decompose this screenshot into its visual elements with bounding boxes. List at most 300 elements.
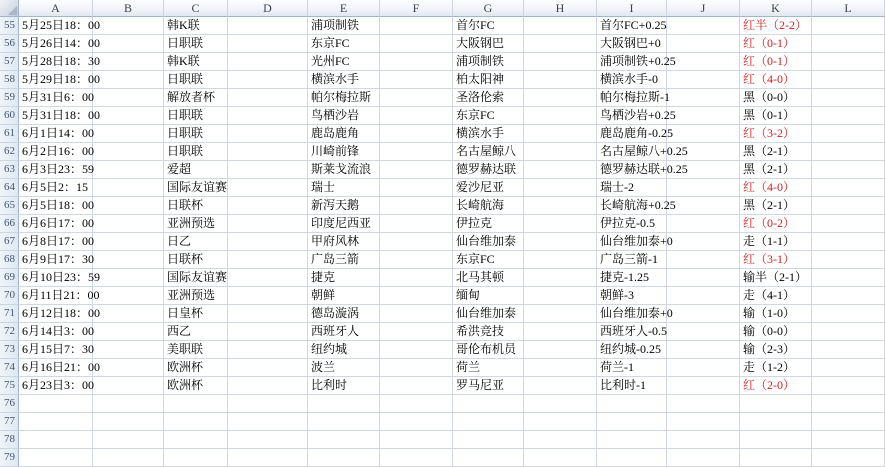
cell-E63[interactable] bbox=[308, 161, 380, 179]
cell-H[interactable] bbox=[524, 449, 597, 467]
cell-E70[interactable] bbox=[308, 287, 380, 305]
cell-D67[interactable] bbox=[228, 233, 308, 251]
cell-D70[interactable] bbox=[228, 287, 308, 305]
row-header[interactable]: 79 bbox=[0, 449, 19, 467]
cell-I70[interactable] bbox=[597, 287, 667, 305]
cell-K62[interactable] bbox=[740, 143, 812, 161]
cell-C73[interactable] bbox=[164, 341, 228, 359]
cell-F[interactable] bbox=[380, 431, 453, 449]
cell-K66[interactable] bbox=[740, 215, 812, 233]
cell-A73[interactable] bbox=[19, 341, 93, 359]
cell-J58[interactable] bbox=[667, 71, 740, 89]
cell-K67[interactable] bbox=[740, 233, 812, 251]
cell-D66[interactable] bbox=[228, 215, 308, 233]
cell-B75[interactable] bbox=[93, 377, 164, 395]
cell-H[interactable] bbox=[524, 395, 597, 413]
cell-L61[interactable] bbox=[812, 125, 885, 143]
cell-A67[interactable] bbox=[19, 233, 93, 251]
cell-F73[interactable] bbox=[380, 341, 453, 359]
cell-H56[interactable] bbox=[524, 35, 597, 53]
cell-A65[interactable] bbox=[19, 197, 93, 215]
row-header[interactable]: 76 bbox=[0, 395, 19, 413]
cell-A55[interactable] bbox=[19, 17, 101, 35]
cell-F67[interactable] bbox=[380, 233, 453, 251]
cell-L59[interactable] bbox=[812, 89, 885, 107]
select-all-corner[interactable] bbox=[0, 0, 19, 17]
column-header-K[interactable]: K bbox=[740, 0, 812, 17]
cell-L64[interactable] bbox=[812, 179, 885, 197]
cell-K[interactable] bbox=[740, 449, 812, 467]
cell-K63[interactable] bbox=[740, 161, 812, 179]
cell-A71[interactable] bbox=[19, 305, 101, 323]
cell-B69[interactable] bbox=[93, 269, 164, 287]
cell-J[interactable] bbox=[667, 413, 740, 431]
cell-B61[interactable] bbox=[93, 125, 164, 143]
cell-A59[interactable] bbox=[19, 89, 93, 107]
column-header-A[interactable]: A bbox=[19, 0, 93, 17]
cell-I69[interactable] bbox=[597, 269, 667, 287]
cell-J57[interactable] bbox=[667, 53, 740, 71]
row-header[interactable]: 56 bbox=[0, 35, 19, 53]
cell-E55[interactable] bbox=[308, 17, 380, 35]
cell-C68[interactable] bbox=[164, 251, 228, 269]
cell-A61[interactable] bbox=[19, 125, 93, 143]
cell-K57[interactable] bbox=[740, 53, 812, 71]
cell-K70[interactable] bbox=[740, 287, 812, 305]
cell-L63[interactable] bbox=[812, 161, 885, 179]
cell-H[interactable] bbox=[524, 431, 597, 449]
cell-F[interactable] bbox=[380, 413, 453, 431]
cell-F[interactable] bbox=[380, 395, 453, 413]
cell-F60[interactable] bbox=[380, 107, 453, 125]
cell-K56[interactable] bbox=[740, 35, 812, 53]
cell-B73[interactable] bbox=[93, 341, 164, 359]
cell-J66[interactable] bbox=[667, 215, 740, 233]
cell-B[interactable] bbox=[93, 413, 164, 431]
cell-A66[interactable] bbox=[19, 215, 93, 233]
cell-G[interactable] bbox=[453, 395, 524, 413]
cell-A74[interactable] bbox=[19, 359, 101, 377]
cell-K75[interactable] bbox=[740, 377, 812, 395]
column-header-F[interactable]: F bbox=[380, 0, 453, 17]
cell-H69[interactable] bbox=[524, 269, 597, 287]
cell-I[interactable] bbox=[597, 449, 667, 467]
cell-L55[interactable] bbox=[812, 17, 885, 35]
cell-B66[interactable] bbox=[93, 215, 164, 233]
row-header[interactable]: 75 bbox=[0, 377, 19, 395]
cell-E68[interactable] bbox=[308, 251, 380, 269]
row-header[interactable]: 74 bbox=[0, 359, 19, 377]
cell-K[interactable] bbox=[740, 413, 812, 431]
cell-K61[interactable] bbox=[740, 125, 812, 143]
column-header-D[interactable]: D bbox=[228, 0, 308, 17]
cell-A72[interactable] bbox=[19, 323, 93, 341]
cell-I60[interactable] bbox=[597, 107, 676, 125]
cell-D63[interactable] bbox=[228, 161, 308, 179]
cell-H57[interactable] bbox=[524, 53, 597, 71]
cell-C58[interactable] bbox=[164, 71, 228, 89]
cell-H55[interactable] bbox=[524, 17, 597, 35]
cell-C65[interactable] bbox=[164, 197, 228, 215]
cell-J73[interactable] bbox=[667, 341, 740, 359]
cell-A64[interactable] bbox=[19, 179, 93, 197]
cell-J[interactable] bbox=[667, 395, 740, 413]
row-header[interactable]: 78 bbox=[0, 431, 19, 449]
row-header[interactable]: 60 bbox=[0, 107, 19, 125]
cell-F66[interactable] bbox=[380, 215, 453, 233]
cell-A69[interactable] bbox=[19, 269, 101, 287]
cell-G64[interactable] bbox=[453, 179, 524, 197]
cell-H59[interactable] bbox=[524, 89, 597, 107]
row-header[interactable]: 64 bbox=[0, 179, 19, 197]
cell-C60[interactable] bbox=[164, 107, 228, 125]
cell-G71[interactable] bbox=[453, 305, 524, 323]
cell-C61[interactable] bbox=[164, 125, 228, 143]
cell-I58[interactable] bbox=[597, 71, 667, 89]
cell-B72[interactable] bbox=[93, 323, 164, 341]
column-header-B[interactable]: B bbox=[93, 0, 164, 17]
cell-A[interactable] bbox=[19, 449, 93, 467]
cell-C75[interactable] bbox=[164, 377, 228, 395]
cell-H74[interactable] bbox=[524, 359, 597, 377]
cell-B55[interactable] bbox=[93, 17, 164, 35]
cell-B70[interactable] bbox=[93, 287, 164, 305]
cell-G70[interactable] bbox=[453, 287, 524, 305]
cell-K[interactable] bbox=[740, 431, 812, 449]
cell-A[interactable] bbox=[19, 431, 93, 449]
cell-K71[interactable] bbox=[740, 305, 812, 323]
cell-H[interactable] bbox=[524, 413, 597, 431]
row-header[interactable]: 67 bbox=[0, 233, 19, 251]
cell-I55[interactable] bbox=[597, 17, 667, 35]
column-header-H[interactable]: H bbox=[524, 0, 597, 17]
cell-L57[interactable] bbox=[812, 53, 885, 71]
cell-H63[interactable] bbox=[524, 161, 597, 179]
cell-B74[interactable] bbox=[93, 359, 164, 377]
cell-J69[interactable] bbox=[667, 269, 740, 287]
cell-E60[interactable] bbox=[308, 107, 380, 125]
row-header[interactable]: 73 bbox=[0, 341, 19, 359]
cell-H75[interactable] bbox=[524, 377, 597, 395]
cell-L56[interactable] bbox=[812, 35, 885, 53]
cell-F63[interactable] bbox=[380, 161, 453, 179]
cell-K60[interactable] bbox=[740, 107, 812, 125]
cell-F56[interactable] bbox=[380, 35, 453, 53]
row-header[interactable]: 59 bbox=[0, 89, 19, 107]
cell-I[interactable] bbox=[597, 395, 667, 413]
cell-L71[interactable] bbox=[812, 305, 885, 323]
row-header[interactable]: 55 bbox=[0, 17, 19, 35]
cell-E72[interactable] bbox=[308, 323, 380, 341]
cell-E69[interactable] bbox=[308, 269, 380, 287]
row-header[interactable]: 63 bbox=[0, 161, 19, 179]
cell-H67[interactable] bbox=[524, 233, 597, 251]
row-header[interactable]: 70 bbox=[0, 287, 19, 305]
cell-F55[interactable] bbox=[380, 17, 453, 35]
cell-C57[interactable] bbox=[164, 53, 228, 71]
cell-G72[interactable] bbox=[453, 323, 524, 341]
cell-I68[interactable] bbox=[597, 251, 667, 269]
cell-L60[interactable] bbox=[812, 107, 885, 125]
cell-F58[interactable] bbox=[380, 71, 453, 89]
cell-B68[interactable] bbox=[93, 251, 164, 269]
cell-D61[interactable] bbox=[228, 125, 308, 143]
cell-F[interactable] bbox=[380, 449, 453, 467]
cell-A58[interactable] bbox=[19, 71, 101, 89]
cell-D62[interactable] bbox=[228, 143, 308, 161]
cell-G66[interactable] bbox=[453, 215, 524, 233]
cell-E56[interactable] bbox=[308, 35, 380, 53]
cell-J[interactable] bbox=[667, 431, 740, 449]
cell-I71[interactable] bbox=[597, 305, 673, 323]
cell-L58[interactable] bbox=[812, 71, 885, 89]
cell-K69[interactable] bbox=[740, 269, 812, 287]
cell-C63[interactable] bbox=[164, 161, 228, 179]
cell-F61[interactable] bbox=[380, 125, 453, 143]
cell-H66[interactable] bbox=[524, 215, 597, 233]
cell-I75[interactable] bbox=[597, 377, 667, 395]
cell-L75[interactable] bbox=[812, 377, 885, 395]
cell-B58[interactable] bbox=[93, 71, 164, 89]
cell-G[interactable] bbox=[453, 413, 524, 431]
cell-L72[interactable] bbox=[812, 323, 885, 341]
cell-G74[interactable] bbox=[453, 359, 524, 377]
cell-K68[interactable] bbox=[740, 251, 812, 269]
column-header-C[interactable]: C bbox=[164, 0, 228, 17]
cell-I74[interactable] bbox=[597, 359, 667, 377]
cell-G68[interactable] bbox=[453, 251, 524, 269]
cell-B59[interactable] bbox=[93, 89, 164, 107]
cell-L74[interactable] bbox=[812, 359, 885, 377]
cell-K72[interactable] bbox=[740, 323, 812, 341]
cell-L67[interactable] bbox=[812, 233, 885, 251]
cell-F59[interactable] bbox=[380, 89, 453, 107]
cell-I[interactable] bbox=[597, 413, 667, 431]
cell-D75[interactable] bbox=[228, 377, 308, 395]
cell-L65[interactable] bbox=[812, 197, 885, 215]
cell-G61[interactable] bbox=[453, 125, 524, 143]
cell-F71[interactable] bbox=[380, 305, 453, 323]
cell-K58[interactable] bbox=[740, 71, 812, 89]
cell-L[interactable] bbox=[812, 431, 885, 449]
cell-E67[interactable] bbox=[308, 233, 380, 251]
cell-D[interactable] bbox=[228, 395, 308, 413]
cell-E[interactable] bbox=[308, 413, 380, 431]
cell-D69[interactable] bbox=[228, 269, 308, 287]
cell-D55[interactable] bbox=[228, 17, 308, 35]
row-header[interactable]: 68 bbox=[0, 251, 19, 269]
cell-C69[interactable] bbox=[164, 269, 228, 287]
cell-G57[interactable] bbox=[453, 53, 524, 71]
cell-J67[interactable] bbox=[667, 233, 740, 251]
cell-G73[interactable] bbox=[453, 341, 524, 359]
cell-B65[interactable] bbox=[93, 197, 164, 215]
cell-D[interactable] bbox=[228, 431, 308, 449]
cell-H60[interactable] bbox=[524, 107, 597, 125]
row-header[interactable]: 61 bbox=[0, 125, 19, 143]
cell-B[interactable] bbox=[93, 395, 164, 413]
cell-C64[interactable] bbox=[164, 179, 228, 197]
cell-H68[interactable] bbox=[524, 251, 597, 269]
cell-I66[interactable] bbox=[597, 215, 667, 233]
cell-B[interactable] bbox=[93, 431, 164, 449]
cell-F64[interactable] bbox=[380, 179, 453, 197]
row-header[interactable]: 58 bbox=[0, 71, 19, 89]
cell-B67[interactable] bbox=[93, 233, 164, 251]
cell-B64[interactable] bbox=[93, 179, 164, 197]
cell-J65[interactable] bbox=[667, 197, 740, 215]
cell-G55[interactable] bbox=[453, 17, 524, 35]
cell-H64[interactable] bbox=[524, 179, 597, 197]
cell-A57[interactable] bbox=[19, 53, 101, 71]
cell-F57[interactable] bbox=[380, 53, 453, 71]
cell-G60[interactable] bbox=[453, 107, 524, 125]
cell-A56[interactable] bbox=[19, 35, 101, 53]
cell-I65[interactable] bbox=[597, 197, 676, 215]
cell-F70[interactable] bbox=[380, 287, 453, 305]
cell-K55[interactable] bbox=[740, 17, 812, 35]
cell-C55[interactable] bbox=[164, 17, 228, 35]
cell-A60[interactable] bbox=[19, 107, 101, 125]
cell-E61[interactable] bbox=[308, 125, 380, 143]
cell-L69[interactable] bbox=[812, 269, 885, 287]
cell-G65[interactable] bbox=[453, 197, 524, 215]
cell-G75[interactable] bbox=[453, 377, 524, 395]
cell-E66[interactable] bbox=[308, 215, 380, 233]
cell-D68[interactable] bbox=[228, 251, 308, 269]
column-header-J[interactable]: J bbox=[667, 0, 740, 17]
cell-G62[interactable] bbox=[453, 143, 524, 161]
row-header[interactable]: 69 bbox=[0, 269, 19, 287]
cell-E57[interactable] bbox=[308, 53, 380, 71]
cell-J70[interactable] bbox=[667, 287, 740, 305]
cell-F75[interactable] bbox=[380, 377, 453, 395]
cell-K59[interactable] bbox=[740, 89, 812, 107]
cell-L62[interactable] bbox=[812, 143, 885, 161]
cell-B57[interactable] bbox=[93, 53, 164, 71]
cell-I56[interactable] bbox=[597, 35, 667, 53]
cell-K73[interactable] bbox=[740, 341, 812, 359]
cell-H73[interactable] bbox=[524, 341, 597, 359]
cell-G59[interactable] bbox=[453, 89, 524, 107]
cell-E74[interactable] bbox=[308, 359, 380, 377]
cell-C59[interactable] bbox=[164, 89, 228, 107]
column-header-I[interactable]: I bbox=[597, 0, 667, 17]
cell-I67[interactable] bbox=[597, 233, 673, 251]
cell-C72[interactable] bbox=[164, 323, 228, 341]
cell-E[interactable] bbox=[308, 431, 380, 449]
column-header-E[interactable]: E bbox=[308, 0, 380, 17]
cell-B[interactable] bbox=[93, 449, 164, 467]
cell-E58[interactable] bbox=[308, 71, 380, 89]
cell-E65[interactable] bbox=[308, 197, 380, 215]
cell-G[interactable] bbox=[453, 431, 524, 449]
cell-H71[interactable] bbox=[524, 305, 597, 323]
cell-D59[interactable] bbox=[228, 89, 308, 107]
cell-J61[interactable] bbox=[667, 125, 740, 143]
cell-I59[interactable] bbox=[597, 89, 670, 107]
cell-L[interactable] bbox=[812, 413, 885, 431]
cell-L68[interactable] bbox=[812, 251, 885, 269]
cell-G58[interactable] bbox=[453, 71, 524, 89]
cell-F65[interactable] bbox=[380, 197, 453, 215]
cell-J75[interactable] bbox=[667, 377, 740, 395]
cell-I64[interactable] bbox=[597, 179, 667, 197]
cell-L66[interactable] bbox=[812, 215, 885, 233]
cell-F68[interactable] bbox=[380, 251, 453, 269]
cell-D71[interactable] bbox=[228, 305, 308, 323]
cell-D[interactable] bbox=[228, 413, 308, 431]
cell-D72[interactable] bbox=[228, 323, 308, 341]
cell-I62[interactable] bbox=[597, 143, 688, 161]
cell-A70[interactable] bbox=[19, 287, 100, 305]
row-header[interactable]: 77 bbox=[0, 413, 19, 431]
cell-E73[interactable] bbox=[308, 341, 380, 359]
cell-J59[interactable] bbox=[667, 89, 740, 107]
cell-C[interactable] bbox=[164, 395, 228, 413]
cell-G69[interactable] bbox=[453, 269, 524, 287]
cell-A62[interactable] bbox=[19, 143, 93, 161]
cell-B71[interactable] bbox=[93, 305, 164, 323]
cell-E[interactable] bbox=[308, 395, 380, 413]
cell-E71[interactable] bbox=[308, 305, 380, 323]
cell-H65[interactable] bbox=[524, 197, 597, 215]
cell-D57[interactable] bbox=[228, 53, 308, 71]
cell-J68[interactable] bbox=[667, 251, 740, 269]
cell-D60[interactable] bbox=[228, 107, 308, 125]
cell-A75[interactable] bbox=[19, 377, 93, 395]
cell-F74[interactable] bbox=[380, 359, 453, 377]
cell-L[interactable] bbox=[812, 449, 885, 467]
cell-L73[interactable] bbox=[812, 341, 885, 359]
cell-E62[interactable] bbox=[308, 143, 380, 161]
cell-C[interactable] bbox=[164, 449, 228, 467]
column-header-L[interactable]: L bbox=[812, 0, 885, 17]
cell-C56[interactable] bbox=[164, 35, 228, 53]
row-header[interactable]: 66 bbox=[0, 215, 19, 233]
row-header[interactable]: 72 bbox=[0, 323, 19, 341]
cell-A68[interactable] bbox=[19, 251, 93, 269]
cell-H61[interactable] bbox=[524, 125, 597, 143]
row-header[interactable]: 62 bbox=[0, 143, 19, 161]
cell-I63[interactable] bbox=[597, 161, 688, 179]
cell-B56[interactable] bbox=[93, 35, 164, 53]
cell-B63[interactable] bbox=[93, 161, 164, 179]
cell-J72[interactable] bbox=[667, 323, 740, 341]
cell-K64[interactable] bbox=[740, 179, 812, 197]
row-header[interactable]: 57 bbox=[0, 53, 19, 71]
row-header[interactable]: 71 bbox=[0, 305, 19, 323]
cell-C[interactable] bbox=[164, 413, 228, 431]
cell-A[interactable] bbox=[19, 413, 93, 431]
cell-C74[interactable] bbox=[164, 359, 228, 377]
cell-J71[interactable] bbox=[667, 305, 740, 323]
cell-B60[interactable] bbox=[93, 107, 164, 125]
cell-D[interactable] bbox=[228, 449, 308, 467]
cell-C62[interactable] bbox=[164, 143, 228, 161]
cell-D64[interactable] bbox=[228, 179, 308, 197]
cell-G63[interactable] bbox=[453, 161, 524, 179]
cell-J55[interactable] bbox=[667, 17, 740, 35]
cell-E59[interactable] bbox=[308, 89, 380, 107]
cell-H72[interactable] bbox=[524, 323, 597, 341]
cell-A63[interactable] bbox=[19, 161, 93, 179]
cell-J[interactable] bbox=[667, 449, 740, 467]
cell-D56[interactable] bbox=[228, 35, 308, 53]
cell-D74[interactable] bbox=[228, 359, 308, 377]
cell-H70[interactable] bbox=[524, 287, 597, 305]
cell-F72[interactable] bbox=[380, 323, 453, 341]
